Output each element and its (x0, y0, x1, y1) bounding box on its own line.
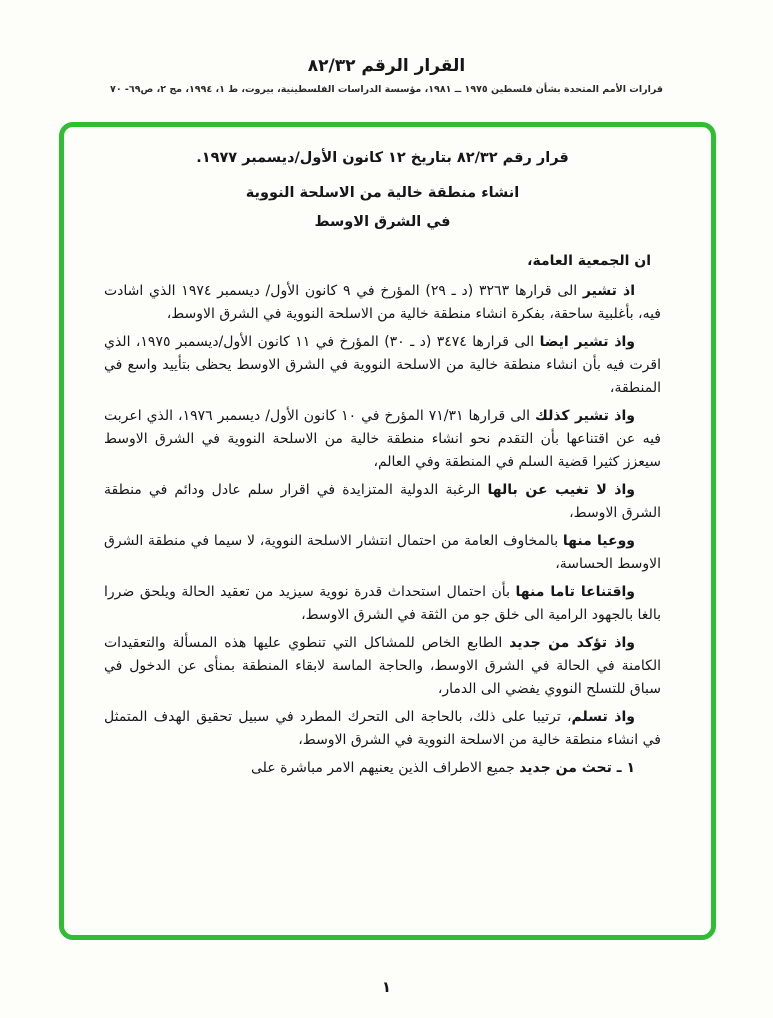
preamble-paragraph (104, 632, 661, 701)
paragraph-lead: واذ تؤكد من جديد (509, 635, 635, 651)
paragraph-text: الى قرارها ٣٢٦٣ (د ـ ٢٩) المؤرخ في ٩ كانون الأول/ ديسمبر ١٩٧٤ الذي اشادت فيه، بأغلبية ساحقة، بفكرة انشاء منطقة خالية من الاسلحة النووية في الشرق الاوسط، (104, 283, 661, 322)
paragraph-text: الرغبة الدولية المتزايدة في اقرار سلم عادل ودائم في منطقة الشرق الاوسط، (104, 482, 661, 521)
page-number: ١ (381, 978, 392, 996)
opening-clause: ان الجمعية العامة، (527, 253, 651, 269)
item-lead: تحث من جديد (519, 760, 612, 776)
preamble-paragraph (104, 331, 661, 400)
paragraph-lead: واذ تشير ايضا (539, 334, 636, 350)
operative-item-1 (104, 757, 661, 780)
preamble-paragraph (104, 405, 661, 474)
paragraph-text: ، ترتيبا على ذلك، بالحاجة الى التحرك المطرد في سبيل تحقيق الهدف المتمثل في انشاء منطقة خالية من الاسلحة النووية في الشرق الاوسط، (104, 709, 661, 748)
preamble-paragraph (104, 530, 661, 576)
resolution-subject-line-1: انشاء منطقة خالية من الاسلحة النووية (245, 185, 520, 201)
paragraph-text: الطابع الخاص للمشاكل التي تنطوي عليها هذه المسألة والتعقيدات الكامنة في الحالة في الشرق الاوسط، والحاجة الماسة لابقاء المنطقة بمنأى عن الدخول في سباق للتسلح النووي يفضي الى الدمار، (104, 635, 661, 697)
paragraph-lead: واذ لا تغيب عن بالها (487, 482, 635, 498)
preamble-paragraph (104, 581, 661, 627)
resolution-number-heading: القرار الرقم ٨٢/٣٢ (307, 56, 466, 76)
preamble-paragraph (104, 479, 661, 525)
paragraph-lead: واذ تسلم (571, 709, 635, 725)
preamble-paragraph (104, 280, 661, 326)
paragraph-text: بأن احتمال استحداث قدرة نووية سيزيد من تعقيد الحالة ويلحق ضررا بالغا بالجهود الرامية الى خلق جو من الثقة في الشرق الاوسط، (104, 584, 661, 623)
paragraph-text: الى قرارها ٧١/٣١ المؤرخ في ١٠ كانون الأول/ ديسمبر ١٩٧٦، الذي اعربت فيه عن اقتناعها بأن التقدم نحو انشاء منطقة خالية من الاسلحة النووية في الشرق الاوسط سيعزز كثيرا قضية السلم في المنطقة وفي العالم، (104, 408, 661, 470)
source-citation: قرارات الأمم المتحدة بشأن فلسطين ١٩٧٥ ــ ١٩٨١، مؤسسة الدراسات الفلسطينية، بيروت، ط ١، ١٩٩٤، مج ٢، ص٦٩- ٧٠ (110, 84, 663, 95)
page-header (0, 0, 773, 95)
resolution-title-line: قرار رقم ٨٢/٣٢ بتاريخ ١٢ كانون الأول/ديسمبر ١٩٧٧. (196, 150, 569, 166)
item-number: ١ ـ (611, 760, 635, 776)
paragraph-text: بالمخاوف العامة من احتمال انتشار الاسلحة النووية، لا سيما في منطقة الشرق الاوسط الحساسة، (104, 533, 661, 572)
paragraph-text: الى قرارها ٣٤٧٤ (د ـ ٣٠) المؤرخ في ١١ كانون الأول/ديسمبر ١٩٧٥، الذي اقرت فيه بأن انشاء منطقة خالية من الاسلحة النووية في الشرق الاوسط يحظى بتأييد واسع في المنطقة، (104, 334, 661, 396)
resolution-body (64, 127, 711, 935)
item-text: جميع الاطراف الذين يعنيهم الامر مباشرة على (251, 760, 520, 776)
paragraph-lead: واقتناعا تاما منها (515, 584, 635, 600)
paragraph-lead: اذ تشير (582, 283, 636, 299)
paragraph-lead: ووعيا منها (562, 533, 635, 549)
green-frame (59, 122, 716, 940)
paragraph-lead: واذ تشير كذلك (535, 408, 635, 424)
resolution-subject-line-2: في الشرق الاوسط (314, 214, 451, 230)
preamble-paragraph (104, 706, 661, 752)
